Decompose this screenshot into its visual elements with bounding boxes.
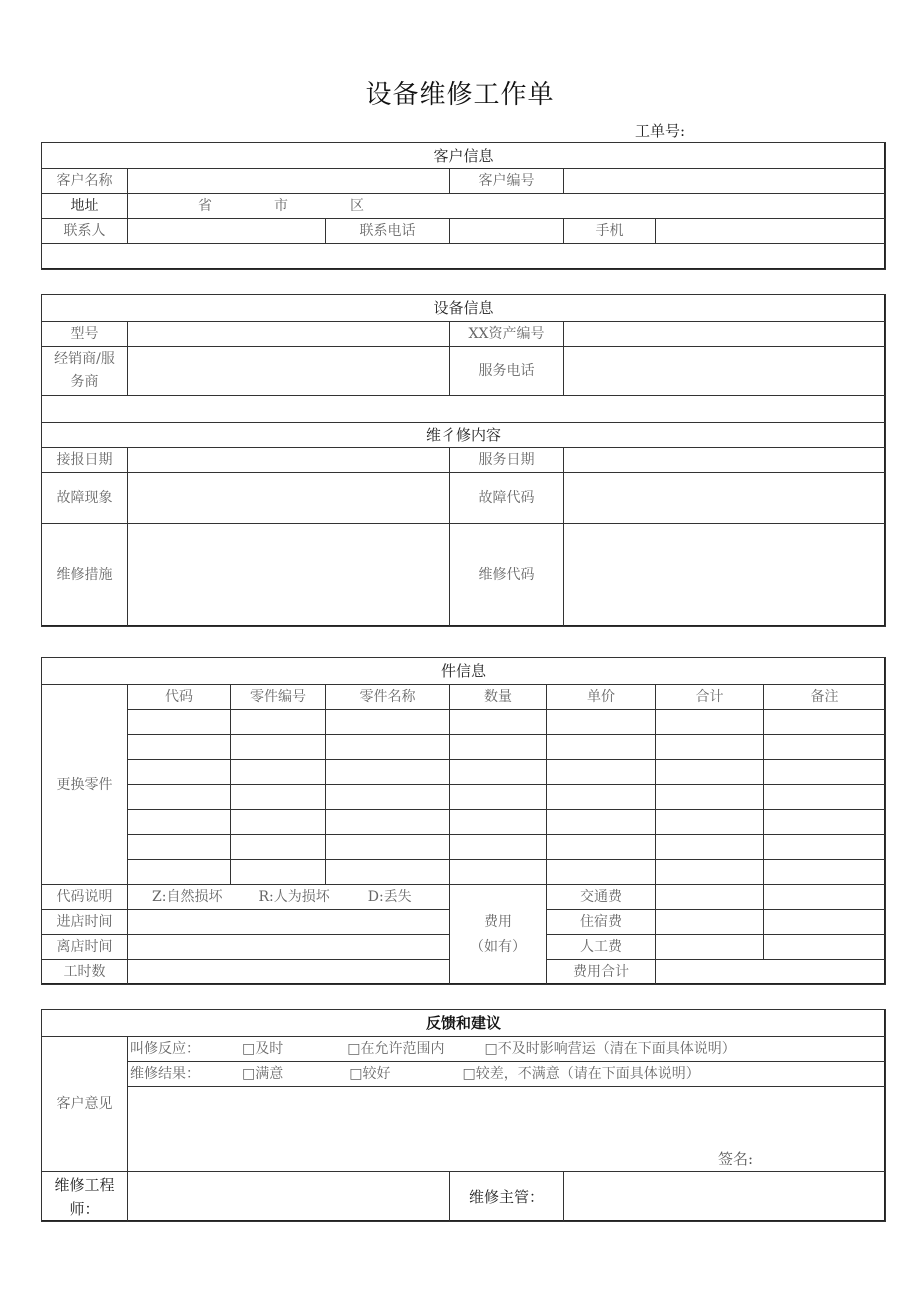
table-cell[interactable] — [547, 860, 656, 885]
service-date-field[interactable] — [564, 448, 886, 473]
customer-name-label: 客户名称 — [42, 169, 128, 194]
table-cell[interactable] — [547, 835, 656, 860]
province-label: 省 — [198, 198, 212, 214]
phone-label: 联系电话 — [326, 219, 450, 244]
table-cell[interactable] — [656, 785, 764, 810]
table-cell[interactable] — [656, 810, 764, 835]
model-label: 型号 — [42, 322, 128, 347]
table-cell[interactable] — [326, 810, 450, 835]
table-cell[interactable] — [231, 760, 326, 785]
table-cell[interactable] — [326, 735, 450, 760]
contact-label: 联系人 — [42, 219, 128, 244]
code-z: Z:自然损坏 — [152, 889, 223, 905]
table-row — [42, 810, 886, 835]
page-title: 设备维修工作单 — [365, 80, 555, 110]
table-row — [42, 735, 886, 760]
table-cell[interactable] — [128, 735, 231, 760]
table-cell[interactable] — [547, 735, 656, 760]
labor-fee-label: 人工费 — [547, 935, 656, 960]
result-label: 维修结果： — [130, 1066, 200, 1082]
city-label: 市 — [274, 198, 288, 214]
fee-total-label: 费用合计 — [547, 960, 656, 985]
fee-label-cell — [450, 885, 547, 985]
supervisor-label: 维修主管： — [450, 1172, 564, 1222]
col-part-name: 零件名称 — [326, 685, 450, 710]
table-cell[interactable] — [450, 735, 547, 760]
leave-time-field[interactable] — [128, 935, 450, 960]
col-quantity: 数量 — [450, 685, 547, 710]
supervisor-field[interactable] — [564, 1172, 886, 1222]
arrive-time-label: 进店时间 — [42, 910, 128, 935]
table-cell[interactable] — [231, 710, 326, 735]
table-cell[interactable] — [326, 710, 450, 735]
table-cell[interactable] — [231, 860, 326, 885]
lodging-fee-label: 住宿费 — [547, 910, 656, 935]
response-option-acceptable[interactable]: □在允许范围内 — [347, 1041, 445, 1057]
mobile-field[interactable] — [656, 219, 886, 244]
replace-parts-label: 更换零件 — [42, 685, 128, 885]
mobile-label: 手机 — [564, 219, 656, 244]
fee-note: （如有） — [470, 938, 526, 955]
table-cell[interactable] — [326, 835, 450, 860]
model-field[interactable] — [128, 322, 450, 347]
repair-code-field[interactable] — [564, 524, 886, 627]
service-phone-field[interactable] — [564, 347, 886, 396]
col-total: 合计 — [656, 685, 764, 710]
table-cell[interactable] — [764, 810, 886, 835]
code-d: D:丢失 — [367, 889, 412, 905]
fault-field[interactable] — [128, 473, 450, 524]
engineer-label: 维修工程师： — [42, 1172, 128, 1222]
report-date-label: 接报日期 — [42, 448, 128, 473]
table-cell[interactable] — [231, 835, 326, 860]
table-row — [42, 835, 886, 860]
asset-number-label: XX资产编号 — [450, 322, 564, 347]
response-option-late[interactable]: □不及时影响营运（清在下面具体说明） — [484, 1041, 736, 1057]
transport-fee-label: 交通费 — [547, 885, 656, 910]
labor-fee-field[interactable] — [656, 935, 764, 960]
table-cell[interactable] — [547, 710, 656, 735]
district-label: 区 — [350, 198, 364, 214]
table-row — [42, 760, 886, 785]
signature-label: 签名: — [717, 1150, 754, 1168]
table-cell[interactable] — [547, 785, 656, 810]
opinion-text-area[interactable] — [128, 1087, 886, 1172]
table-cell[interactable] — [450, 710, 547, 735]
table-cell[interactable] — [326, 760, 450, 785]
asset-number-field[interactable] — [564, 322, 886, 347]
col-remarks: 备注 — [764, 685, 886, 710]
col-unit-price: 单价 — [547, 685, 656, 710]
table-cell[interactable] — [656, 735, 764, 760]
parts-section — [41, 657, 885, 984]
table-cell[interactable] — [128, 835, 231, 860]
feedback-section — [41, 1009, 885, 1221]
table-cell[interactable] — [450, 785, 547, 810]
fault-label: 故障现象 — [42, 473, 128, 524]
table-cell[interactable] — [656, 760, 764, 785]
order-number-label: 工单号: — [635, 122, 686, 140]
report-date-field[interactable] — [128, 448, 450, 473]
col-code: 代码 — [128, 685, 231, 710]
table-cell[interactable] — [764, 860, 886, 885]
customer-id-label: 客户编号 — [450, 169, 564, 194]
code-desc-label: 代码说明 — [42, 885, 128, 910]
table-cell[interactable] — [547, 810, 656, 835]
table-cell[interactable] — [231, 735, 326, 760]
response-label: 叫修反应： — [130, 1041, 200, 1057]
result-row — [128, 1062, 886, 1087]
table-cell[interactable] — [128, 785, 231, 810]
table-cell[interactable] — [128, 710, 231, 735]
code-r: R:人为损坏 — [258, 889, 330, 905]
equipment-repair-section — [41, 294, 885, 626]
engineer-field[interactable] — [128, 1172, 450, 1222]
result-option-satisfied[interactable]: □满意 — [242, 1066, 284, 1082]
transport-fee-extra[interactable] — [764, 885, 886, 910]
fault-code-label: 故障代码 — [450, 473, 564, 524]
measure-label: 维修措施 — [42, 524, 128, 627]
equipment-blank-row[interactable] — [42, 396, 886, 423]
table-cell[interactable] — [128, 760, 231, 785]
customer-opinion-label: 客户意见 — [42, 1037, 128, 1172]
customer-info-section — [41, 142, 885, 269]
table-cell[interactable] — [128, 810, 231, 835]
table-cell[interactable] — [764, 710, 886, 735]
response-option-timely[interactable]: □及时 — [242, 1041, 284, 1057]
table-cell[interactable] — [450, 860, 547, 885]
col-part-number: 零件编号 — [231, 685, 326, 710]
fee-total-field[interactable] — [656, 960, 886, 985]
table-row — [42, 860, 886, 885]
dealer-field[interactable] — [128, 347, 450, 396]
fault-code-field[interactable] — [564, 473, 886, 524]
equipment-info-header: 设备信息 — [42, 295, 886, 322]
transport-fee-field[interactable] — [656, 885, 764, 910]
phone-field[interactable] — [450, 219, 564, 244]
service-phone-label: 服务电话 — [450, 347, 564, 396]
address-field[interactable] — [128, 194, 886, 219]
dealer-label: 经销商/服务商 — [42, 347, 128, 396]
table-cell[interactable] — [764, 785, 886, 810]
table-cell[interactable] — [656, 835, 764, 860]
table-row — [42, 785, 886, 810]
table-cell[interactable] — [450, 810, 547, 835]
customer-info-header: 客户信息 — [42, 143, 886, 169]
result-option-good[interactable]: □较好 — [349, 1066, 391, 1082]
lodging-fee-extra[interactable] — [764, 910, 886, 935]
table-cell[interactable] — [547, 760, 656, 785]
table-cell[interactable] — [764, 735, 886, 760]
table-cell[interactable] — [326, 785, 450, 810]
table-cell[interactable] — [128, 860, 231, 885]
work-hours-label: 工时数 — [42, 960, 128, 985]
feedback-header: 反馈和建议 — [42, 1010, 886, 1037]
table-cell[interactable] — [231, 810, 326, 835]
table-cell[interactable] — [656, 710, 764, 735]
table-cell[interactable] — [450, 760, 547, 785]
parts-info-header: 件信息 — [42, 658, 886, 685]
repair-code-label: 维修代码 — [450, 524, 564, 627]
measure-field[interactable] — [128, 524, 450, 627]
leave-time-label: 离店时间 — [42, 935, 128, 960]
table-row — [42, 710, 886, 735]
repair-content-header: 维彳修内容 — [42, 423, 886, 448]
customer-name-field[interactable] — [128, 169, 450, 194]
work-hours-field[interactable] — [128, 960, 450, 985]
table-cell[interactable] — [656, 860, 764, 885]
table-cell[interactable] — [764, 760, 886, 785]
response-row — [128, 1037, 886, 1062]
service-date-label: 服务日期 — [450, 448, 564, 473]
arrive-time-field[interactable] — [128, 910, 450, 935]
customer-blank-row[interactable] — [42, 244, 886, 270]
lodging-fee-field[interactable] — [656, 910, 764, 935]
table-cell[interactable] — [326, 860, 450, 885]
result-option-poor[interactable]: □较差，不满意（请在下面具体说明） — [462, 1066, 700, 1082]
table-cell[interactable] — [450, 835, 547, 860]
table-cell[interactable] — [764, 835, 886, 860]
table-cell[interactable] — [231, 785, 326, 810]
customer-id-field[interactable] — [564, 169, 886, 194]
code-desc-field — [128, 885, 450, 910]
fee-label: 费用 — [484, 913, 512, 930]
address-label: 地址 — [42, 194, 128, 219]
contact-field[interactable] — [128, 219, 326, 244]
labor-fee-extra[interactable] — [764, 935, 886, 960]
